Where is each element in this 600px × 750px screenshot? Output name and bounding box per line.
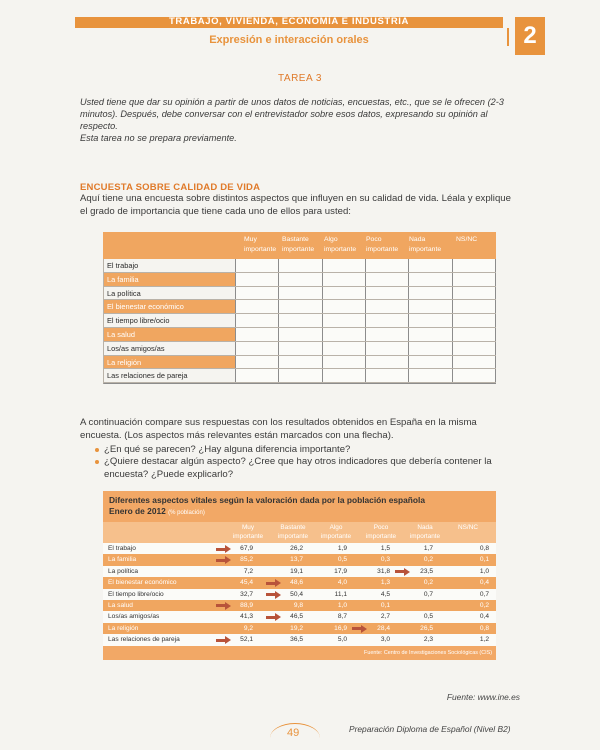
results-col-header: Nada importante: [409, 524, 441, 540]
results-row: [103, 600, 496, 611]
survey-answer-cell[interactable]: [235, 328, 278, 341]
bullet-dot: [95, 460, 99, 464]
header-divider: [507, 28, 509, 46]
page-number: 49: [287, 727, 300, 739]
survey-answer-cell[interactable]: [322, 287, 365, 300]
results-cell: 26,2: [290, 545, 303, 552]
bullet-text: ¿En qué se parecen? ¿Hay alguna diferencia importante?: [104, 444, 351, 455]
arrow-head: [404, 568, 410, 576]
results-cell: 19,2: [290, 624, 303, 632]
survey-answer-cell[interactable]: [452, 314, 496, 327]
results-cell: 32,7: [240, 590, 253, 598]
arrow-shaft: [216, 559, 225, 562]
survey-answer-cells: [235, 342, 496, 355]
results-cell: 1,2: [479, 636, 489, 644]
survey-answer-cell[interactable]: [278, 328, 321, 341]
results-cell: 0,7: [423, 590, 433, 598]
arrow-shaft: [266, 593, 275, 596]
results-cell: 23,5: [420, 567, 433, 575]
results-row-label: Los/as amigos/as: [108, 613, 160, 621]
survey-row: [104, 328, 496, 342]
highlight-arrow-icon: [216, 637, 231, 643]
survey-row: [104, 314, 496, 328]
survey-answer-cell[interactable]: [278, 287, 321, 300]
survey-answer-cell[interactable]: [408, 287, 451, 300]
survey-answer-cell[interactable]: [235, 314, 278, 327]
survey-col-header: Algo importante: [324, 236, 357, 253]
bullet-item: [95, 456, 525, 481]
results-cell: 7,2: [243, 567, 253, 575]
arrow-shaft: [216, 639, 225, 642]
results-cell: 16,9: [334, 624, 347, 632]
results-cell: 9,8: [293, 601, 303, 609]
survey-answer-cell[interactable]: [235, 356, 278, 369]
bullet-item: [95, 444, 525, 457]
results-col-header: Poco importante: [365, 524, 397, 540]
survey-answer-cells: [235, 259, 496, 272]
survey-answer-cell[interactable]: [322, 259, 365, 272]
survey-row-label: La política: [107, 288, 141, 298]
survey-col-header: Bastante importante: [282, 236, 315, 253]
survey-answer-cell[interactable]: [322, 369, 365, 382]
survey-answer-cell[interactable]: [408, 342, 451, 355]
survey-answer-cell[interactable]: [365, 287, 408, 300]
results-cell: 1,7: [423, 545, 433, 552]
results-table-body: [103, 543, 496, 646]
survey-answer-cell[interactable]: [452, 369, 496, 382]
results-row: [103, 543, 496, 554]
arrow-head: [225, 602, 231, 610]
survey-col-header: Nada importante: [409, 236, 442, 253]
arrow-shaft: [216, 604, 225, 607]
results-cell: 11,1: [334, 590, 347, 598]
survey-answer-cell[interactable]: [365, 369, 408, 382]
section-subtitle: Expresión e interacción orales: [209, 34, 369, 46]
chapter-number: 2: [515, 17, 545, 55]
results-row-label: El trabajo: [108, 545, 136, 552]
survey-answer-cell[interactable]: [408, 259, 451, 272]
survey-answer-cell[interactable]: [365, 328, 408, 341]
results-cell: 88,9: [240, 601, 253, 609]
results-row: [103, 634, 496, 645]
survey-row-label: Los/as amigos/as: [107, 343, 165, 353]
survey-answer-cell[interactable]: [235, 273, 278, 286]
results-cell: 0,1: [479, 556, 489, 564]
survey-row-label: Las relaciones de pareja: [107, 371, 188, 381]
results-date: [109, 506, 490, 519]
compare-instructions: A continuación compare sus respuestas con los resultados obtenidos en España en la misma encuesta. (Los aspectos más relevantes están marcados con una flecha).: [80, 417, 477, 441]
survey-answer-cells: [235, 300, 496, 313]
survey-answer-cell[interactable]: [278, 369, 321, 382]
survey-answer-cell[interactable]: [408, 356, 451, 369]
survey-answer-cell[interactable]: [322, 328, 365, 341]
survey-row-label: La religión: [107, 357, 142, 367]
results-cell: 1,5: [380, 545, 390, 552]
results-cell: 46,5: [290, 613, 303, 621]
results-cell: 1,0: [337, 601, 347, 609]
highlight-arrow-icon: [266, 580, 281, 586]
survey-answer-cell[interactable]: [365, 300, 408, 313]
bullet-dot: [95, 448, 99, 452]
survey-answer-cell[interactable]: [408, 328, 451, 341]
survey-answer-cell[interactable]: [365, 273, 408, 286]
survey-row-label: La salud: [107, 329, 135, 339]
results-table: [103, 491, 496, 660]
survey-answer-cell[interactable]: [408, 369, 451, 382]
survey-answer-cell[interactable]: [452, 287, 496, 300]
survey-row: [104, 342, 496, 356]
survey-answer-cell[interactable]: [452, 356, 496, 369]
results-row-label: La familia: [108, 556, 137, 564]
survey-answer-cell[interactable]: [278, 300, 321, 313]
results-source: Fuente: Centro de Investigaciones Sociológicas (CIS): [103, 646, 496, 660]
survey-answer-cell[interactable]: [278, 314, 321, 327]
survey-title: ENCUESTA SOBRE CALIDAD DE VIDA: [80, 182, 261, 193]
results-row-label: La salud: [108, 601, 133, 609]
highlight-arrow-icon: [216, 546, 231, 552]
survey-answer-cell[interactable]: [452, 259, 496, 272]
survey-answer-cell[interactable]: [365, 314, 408, 327]
results-cell: 4,0: [337, 579, 347, 587]
results-row: [103, 623, 496, 634]
survey-answer-cells: [235, 287, 496, 300]
arrow-shaft: [395, 570, 404, 573]
survey-answer-cells: [235, 356, 496, 369]
results-row: [103, 611, 496, 622]
results-cell: 2,3: [423, 636, 433, 644]
survey-answer-cell[interactable]: [452, 328, 496, 341]
survey-answer-cell[interactable]: [235, 300, 278, 313]
results-row-label: El bienestar económico: [108, 579, 177, 587]
results-col-header: NS/NC: [458, 524, 478, 531]
survey-answer-cell[interactable]: [278, 259, 321, 272]
results-row-label: Las relaciones de pareja: [108, 636, 180, 644]
results-cell: 0,8: [479, 624, 489, 632]
unit-title: TRABAJO, VIVIENDA, ECONOMÍA E INDUSTRIA: [169, 16, 409, 27]
survey-row: [104, 369, 496, 383]
results-cell: 31,8: [377, 567, 390, 575]
results-cell: 85,2: [240, 556, 253, 564]
highlight-arrow-icon: [266, 592, 281, 598]
results-row: [103, 589, 496, 600]
bullet-text: ¿Quiere destacar algún aspecto? ¿Cree que hay otros indicadores que debería contener la encuesta? ¿Puede explicarlo?: [104, 456, 492, 480]
survey-answer-cells: [235, 273, 496, 286]
results-cell: 0,1: [380, 601, 390, 609]
survey-answer-cell[interactable]: [365, 356, 408, 369]
results-col-header: Bastante importante: [277, 524, 309, 540]
results-cell: 0,5: [337, 556, 347, 564]
arrow-head: [225, 545, 231, 553]
survey-answer-cell[interactable]: [322, 314, 365, 327]
survey-answer-cell[interactable]: [278, 273, 321, 286]
highlight-arrow-icon: [266, 614, 281, 620]
survey-row-label: El bienestar económico: [107, 302, 184, 312]
arrow-shaft: [352, 627, 361, 630]
highlight-arrow-icon: [395, 569, 410, 575]
results-row-label: La religión: [108, 624, 139, 632]
survey-col-header: NS/NC: [456, 236, 478, 243]
results-cell: 1,3: [380, 579, 390, 587]
survey-row: [104, 300, 496, 314]
results-table-title: [103, 491, 496, 522]
results-row: [103, 554, 496, 565]
survey-answer-cell[interactable]: [452, 342, 496, 355]
survey-answer-cell[interactable]: [452, 300, 496, 313]
survey-answer-cell[interactable]: [235, 259, 278, 272]
arrow-head: [225, 556, 231, 564]
results-cell: 5,0: [337, 636, 347, 644]
arrow-shaft: [216, 548, 225, 551]
results-cell: 19,1: [290, 567, 303, 575]
survey-answer-cell[interactable]: [322, 273, 365, 286]
results-cell: 0,5: [423, 613, 433, 621]
results-date-text: Enero de 2012: [109, 506, 166, 516]
survey-answer-cells: [235, 369, 496, 382]
results-unit: (% población): [168, 510, 205, 516]
survey-instructions: Aquí tiene una encuesta sobre distintos aspectos que influyen en su calidad de vida. Léala y explique el grado de importancia que tiene cada uno de ellos para usted:: [80, 193, 511, 217]
survey-answer-cell[interactable]: [235, 342, 278, 355]
results-col-header: Muy importante: [232, 524, 264, 540]
task-title: TAREA 3: [278, 73, 322, 84]
task-note: Esta tarea no se prepara previamente.: [80, 133, 237, 143]
arrow-head: [225, 636, 231, 644]
survey-answer-cell[interactable]: [322, 300, 365, 313]
survey-row-label: La familia: [107, 274, 139, 284]
results-row: [103, 577, 496, 588]
results-cell: 67,9: [240, 545, 253, 552]
results-cell: 0,2: [423, 579, 433, 587]
results-row-label: La política: [108, 567, 139, 575]
results-col-header: Algo importante: [320, 524, 352, 540]
arrow-shaft: [266, 582, 275, 585]
highlight-arrow-icon: [352, 626, 367, 632]
survey-answer-cell[interactable]: [278, 342, 321, 355]
survey-answer-cell[interactable]: [408, 314, 451, 327]
results-cell: 9,2: [243, 624, 253, 632]
survey-answer-cell[interactable]: [322, 356, 365, 369]
results-cell: 3,0: [380, 636, 390, 644]
results-cell: 0,7: [479, 590, 489, 598]
results-cell: 0,4: [479, 579, 489, 587]
results-cell: 0,3: [380, 556, 390, 564]
results-title: Diferentes aspectos vitales según la valoración dada por la población española: [109, 495, 426, 505]
source-note: Fuente: www.ine.es: [446, 692, 520, 702]
results-cell: 52,1: [240, 636, 253, 644]
results-cell: 28,4: [377, 624, 390, 632]
results-cell: 4,5: [380, 590, 390, 598]
results-cell: 8,7: [337, 613, 347, 621]
arrow-head: [275, 579, 281, 587]
results-cell: 0,2: [423, 556, 433, 564]
results-cell: 26,5: [420, 624, 433, 632]
task-instructions-text: Usted tiene que dar su opinión a partir de unos datos de noticias, encuestas, etc., que se le ofrecen (2-3 minutos). Después, debe conversar con el entrevistador sobre esos datos, expresando su opinión al respecto.: [80, 97, 504, 131]
arrow-head: [361, 625, 367, 633]
survey-answer-cells: [235, 328, 496, 341]
results-cell: 48,6: [290, 579, 303, 587]
survey-row-label: El trabajo: [107, 261, 139, 270]
results-cell: 1,9: [337, 545, 347, 552]
survey-table-body: [103, 259, 496, 384]
results-cell: 1,0: [479, 567, 489, 575]
survey-answer-cell[interactable]: [408, 273, 451, 286]
survey-row: [104, 287, 496, 301]
survey-answer-cell[interactable]: [322, 342, 365, 355]
survey-answer-cell[interactable]: [278, 356, 321, 369]
survey-answer-cell[interactable]: [365, 259, 408, 272]
results-cell: 0,4: [479, 613, 489, 621]
results-row: [103, 566, 496, 577]
results-cell: 13,7: [290, 556, 303, 564]
highlight-arrow-icon: [216, 603, 231, 609]
survey-answer-cell[interactable]: [408, 300, 451, 313]
results-cell: 0,2: [479, 601, 489, 609]
survey-table: [103, 232, 496, 384]
survey-row-label: El tiempo libre/ocio: [107, 316, 170, 326]
results-cell: 45,4: [240, 579, 253, 587]
results-cell: 36,5: [290, 636, 303, 644]
arrow-head: [275, 591, 281, 599]
survey-answer-cell[interactable]: [452, 273, 496, 286]
results-cell: 17,9: [334, 567, 347, 575]
survey-answer-cell[interactable]: [235, 369, 278, 382]
results-cell: 41,3: [240, 613, 253, 621]
survey-answer-cell[interactable]: [235, 287, 278, 300]
results-cell: 2,7: [380, 613, 390, 621]
survey-col-header: Poco importante: [366, 236, 399, 253]
survey-answer-cells: [235, 314, 496, 327]
survey-table-header: [103, 232, 496, 259]
book-title: Preparación Diploma de Español (Nivel B2): [349, 724, 511, 734]
survey-row: [104, 273, 496, 287]
arrow-head: [275, 613, 281, 621]
results-row-label: El tiempo libre/ocio: [108, 590, 164, 598]
survey-col-header: Muy importante: [244, 236, 277, 253]
survey-row: [104, 259, 496, 273]
results-table-header: [103, 522, 496, 543]
results-cell: 50,4: [290, 590, 303, 598]
results-cell: 0,8: [479, 545, 489, 552]
task-instructions: [80, 96, 520, 144]
survey-answer-cell[interactable]: [365, 342, 408, 355]
survey-row: [104, 356, 496, 370]
arrow-shaft: [266, 616, 275, 619]
highlight-arrow-icon: [216, 557, 231, 563]
